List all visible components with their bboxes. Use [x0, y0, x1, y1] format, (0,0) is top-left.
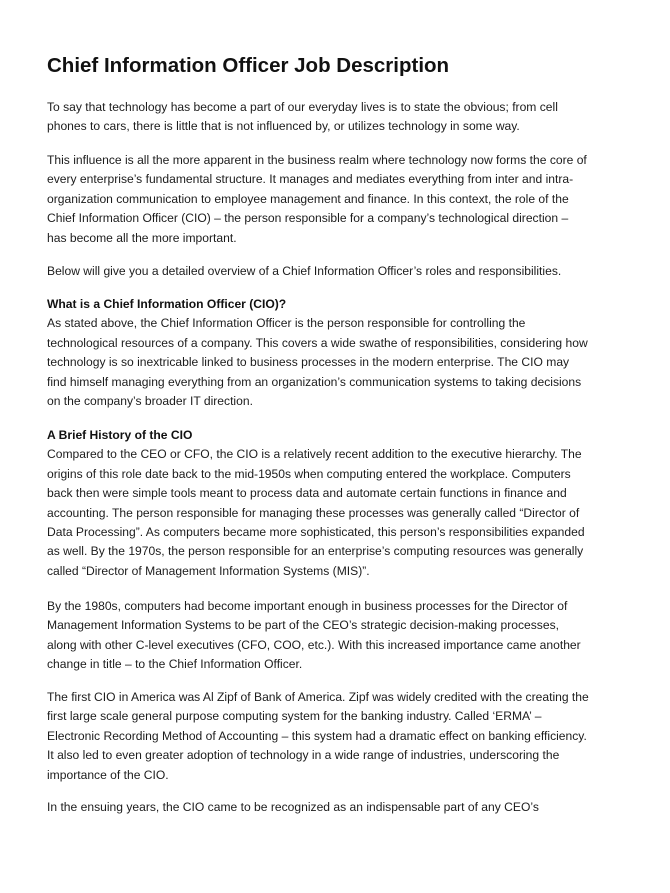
section-what-is-cio: [47, 295, 627, 411]
text-line: Chief Information Officer (CIO) – the person responsible for a company’s technological direction –: [47, 211, 569, 226]
text-line: It also led to even greater adoption of technology in a wide range of industries, underscoring the: [47, 748, 560, 763]
overview-paragraph: [47, 262, 627, 281]
text-line: as well. By the 1970s, the person responsible for an enterprise’s computing resources was generally: [47, 544, 584, 559]
eighties-paragraph: [47, 597, 627, 675]
text-line: origins of this role date back to the mid-1950s when computing entered the workplace. Computers: [47, 466, 571, 481]
influence-paragraph: [47, 151, 627, 248]
first-cio-paragraph: [47, 688, 627, 785]
text-line: phones to cars, there is little that is not influenced by, or utilizes technology in some way.: [47, 119, 520, 134]
section-heading: What is a Chief Information Officer (CIO)?: [47, 297, 287, 311]
text-line: Compared to the CEO or CFO, the CIO is a relatively recent addition to the executive hierarchy. The: [47, 447, 582, 462]
text-line: called “Director of Management Information Systems (MIS)”.: [47, 563, 370, 578]
text-line: technological resources of a company. This covers a wide swathe of responsibilities, considering how: [47, 335, 588, 350]
text-line: In the ensuing years, the CIO came to be recognized as an indispensable part of any CEO’s: [47, 800, 539, 814]
section-history: [47, 426, 627, 581]
text-line: By the 1980s, computers had become important enough in business processes for the Director of: [47, 599, 568, 613]
text-line: Management Information Systems to be part of the CEO’s strategic decision-making processes,: [47, 618, 559, 633]
page-title: Chief Information Officer Job Description: [47, 54, 450, 77]
intro-paragraph: [47, 98, 627, 137]
text-line: technology is so inextricable linked to business processes in the modern enterprise. The CIO may: [47, 355, 570, 370]
text-line: accounting. The person responsible for managing these processes was generally called “Director of: [47, 505, 580, 520]
text-line: has become all the more important.: [47, 230, 237, 245]
text-line: back then were simple tools meant to process data and automate certain functions in finance and: [47, 486, 567, 501]
text-line: Data Processing”. As computers became more sophisticated, this person’s responsibilities expanded: [47, 525, 585, 540]
text-line: As stated above, the Chief Information Officer is the person responsible for controlling the: [47, 316, 526, 331]
text-line: every enterprise’s fundamental structure. It manages and mediates everything from inter and intra-: [47, 172, 574, 187]
text-line: on the company’s broader IT direction.: [47, 394, 253, 409]
text-line: The first CIO in America was Al Zipf of Bank of America. Zipf was widely credited with the creating the: [47, 690, 589, 704]
text-line: first large scale general purpose computing system for the banking industry. Called ‘ERMA’ –: [47, 709, 542, 724]
text-line: along with other C-level executives (CFO, COO, etc.). With this increased importance came another: [47, 637, 581, 652]
text-line: organization communication to employee management and finance. In this context, the role of the: [47, 191, 569, 206]
text-line: importance of the CIO.: [47, 767, 169, 782]
text-line: change in title – to the Chief Information Officer.: [47, 657, 303, 672]
text-line: To say that technology has become a part of our everyday lives is to state the obvious; from cell: [47, 100, 558, 114]
text-line: Below will give you a detailed overview of a Chief Information Officer’s roles and responsibilities.: [47, 264, 562, 278]
text-line: Electronic Recording Method of Accounting – this system had a dramatic effect on banking efficiency.: [47, 728, 587, 743]
text-line: find himself managing everything from an organization’s communication systems to taking decisions: [47, 374, 582, 389]
text-line: This influence is all the more apparent in the business realm where technology now forms the core of: [47, 153, 587, 167]
ensuing-years-paragraph: [47, 798, 627, 817]
section-heading: A Brief History of the CIO: [47, 428, 193, 442]
